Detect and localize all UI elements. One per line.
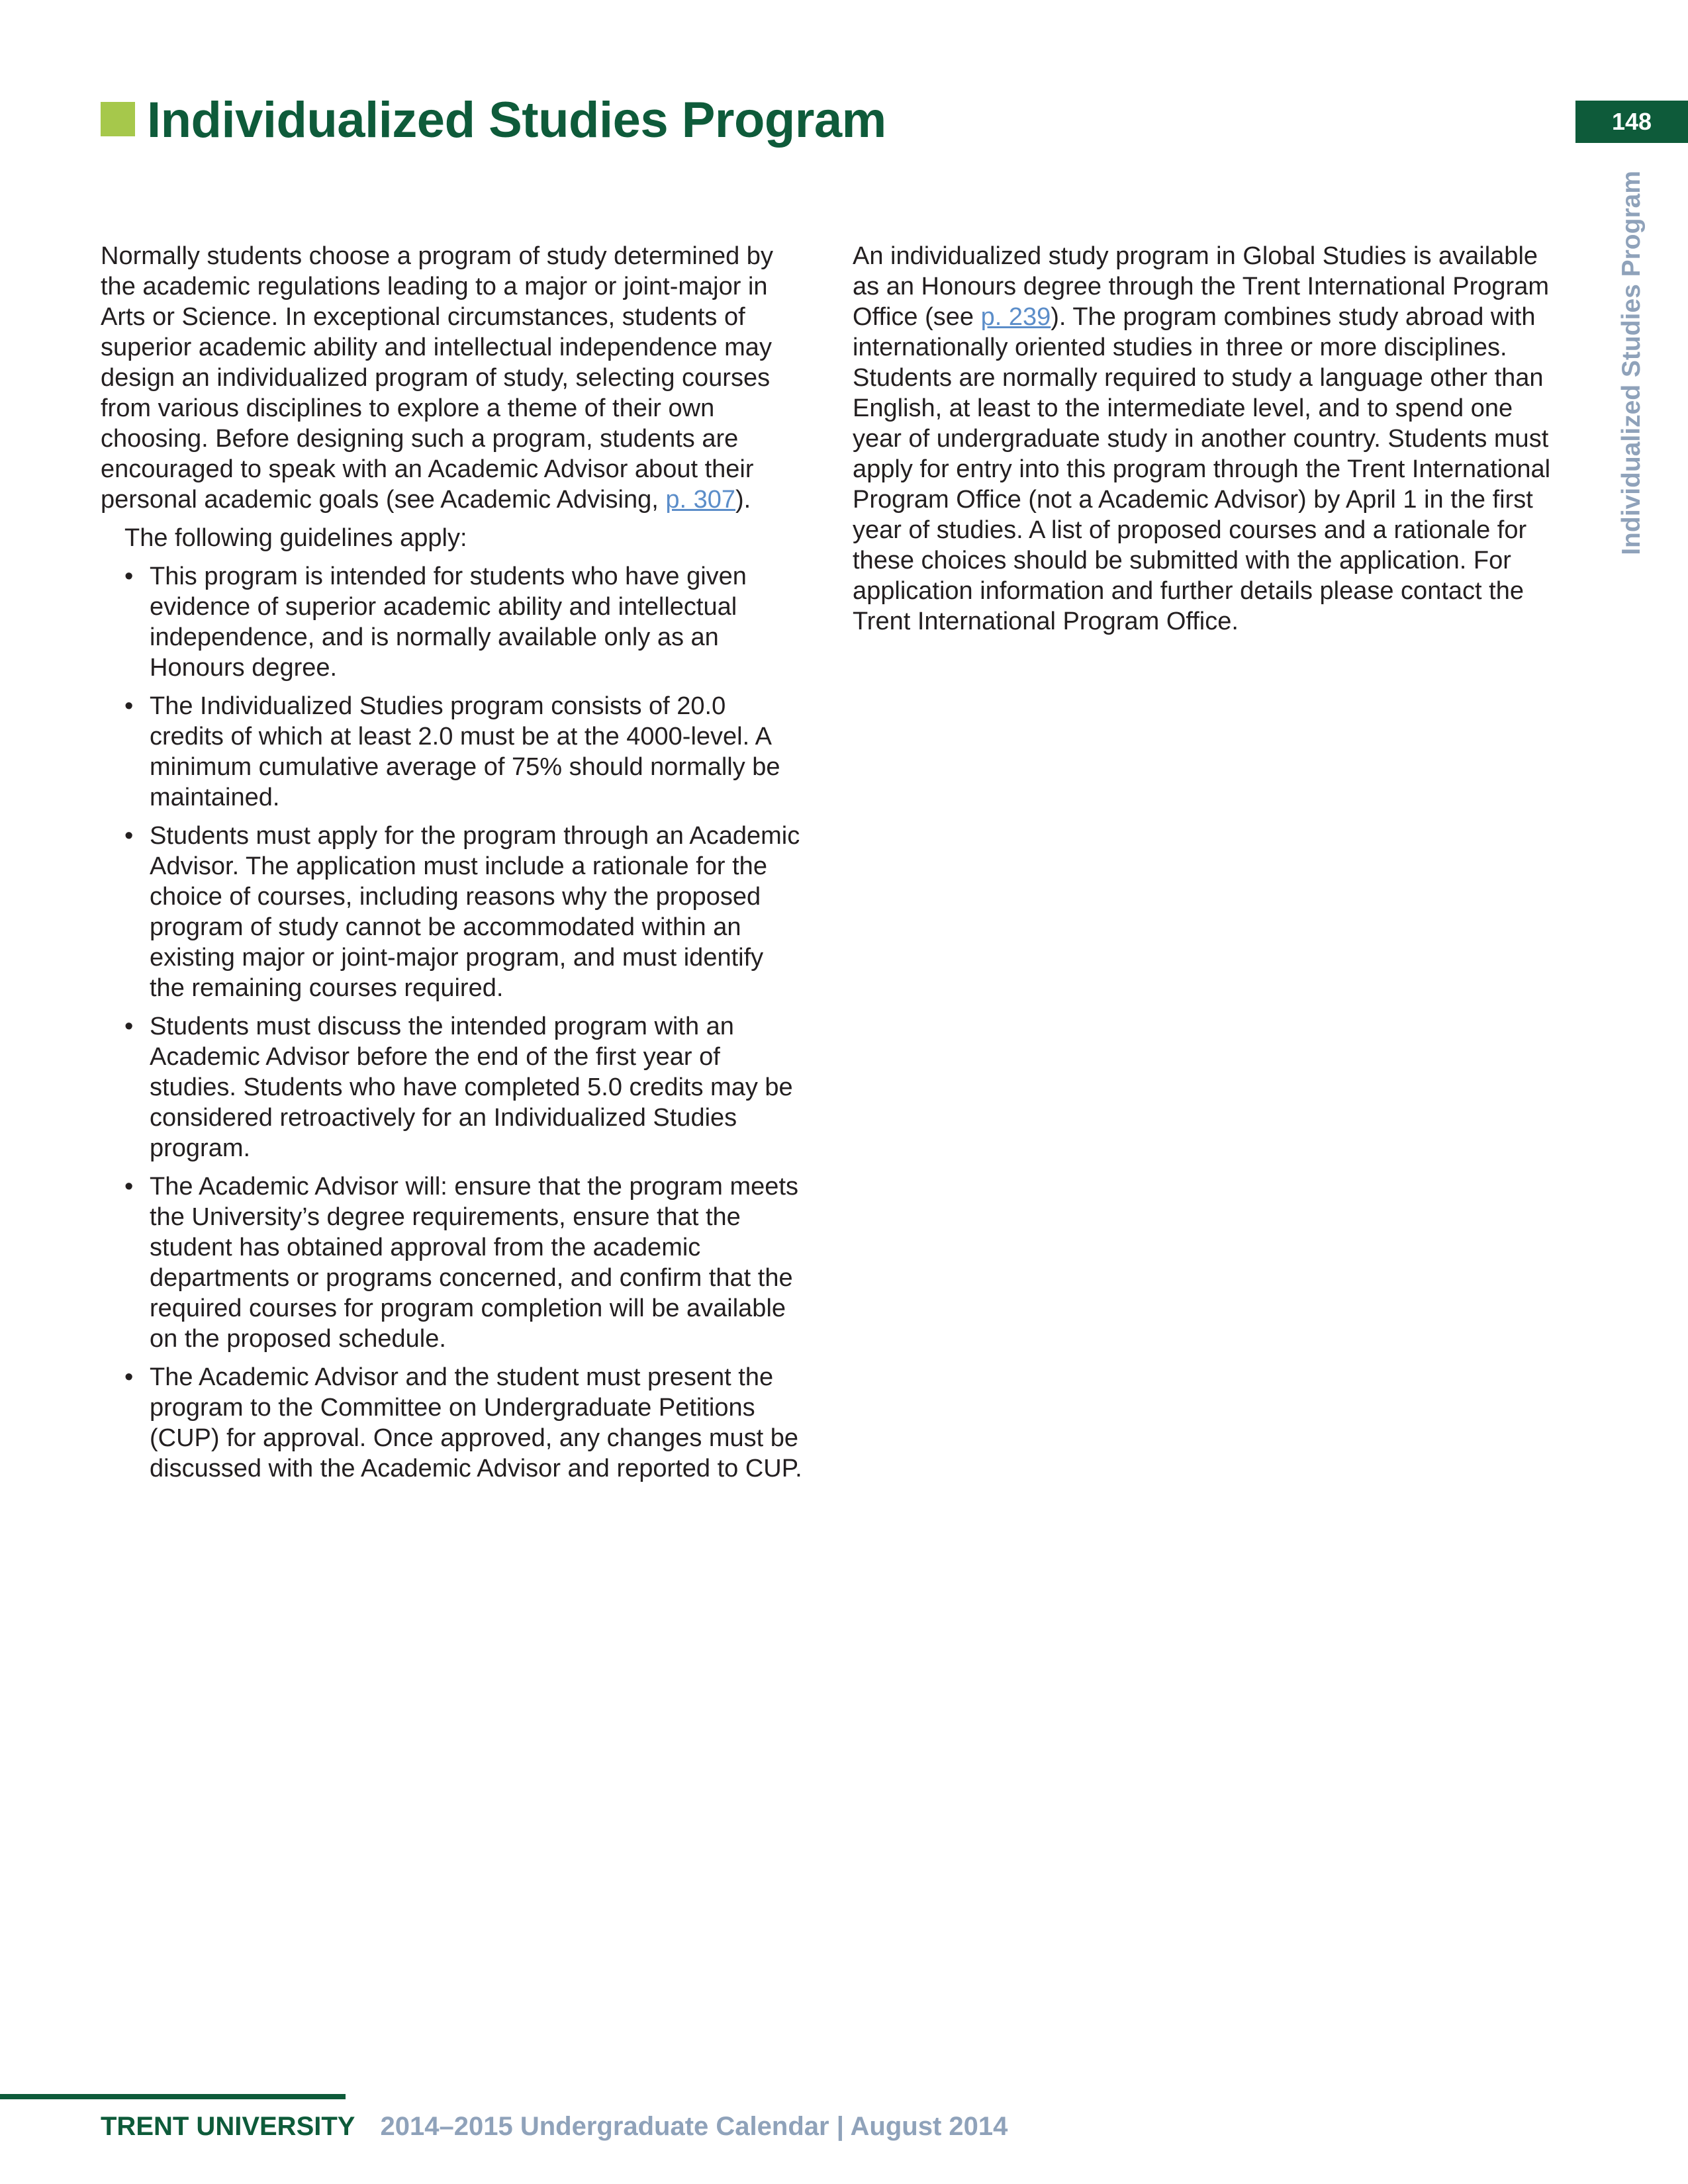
title-square-marker	[101, 102, 135, 136]
list-item	[101, 691, 802, 813]
list-item	[101, 1362, 802, 1484]
list-item-text: The Academic Advisor will: ensure that the program meets the University’s degree requirements, ensure that the student has obtained approval from the academic departments or programs concerned, and confirm that the required courses for program completion will be available on the proposed schedule.	[150, 1173, 799, 1353]
guidelines-list	[101, 561, 802, 1484]
bullet-marker: •	[124, 1013, 134, 1040]
list-item	[101, 1011, 802, 1163]
bullet-marker: •	[124, 1173, 134, 1201]
list-item-text: The Academic Advisor and the student must present the program to the Committee on Undergraduate Petitions (CUP) for approval. Once approved, any changes must be discussed with the Academic Advisor and reported to CUP.	[150, 1363, 802, 1482]
footer-calendar-title: 2014–2015 Undergraduate Calendar | August 2014	[380, 2112, 1008, 2141]
list-item	[101, 1171, 802, 1354]
side-section-label: Individualized Studies Program	[1617, 171, 1646, 555]
list-item	[101, 821, 802, 1003]
footer-rule	[0, 2094, 346, 2099]
bullet-marker: •	[124, 563, 134, 590]
list-item-text: The Individualized Studies program consists of 20.0 credits of which at least 2.0 must be at the 4000-level. A minimum cumulative average of 75% should normally be maintained.	[150, 692, 780, 811]
academic-advising-page-link[interactable]: p. 307	[665, 486, 736, 514]
footer-university-name: TRENT UNIVERSITY	[101, 2112, 355, 2141]
intro-text-end: ).	[735, 486, 751, 514]
right-column	[853, 241, 1568, 637]
trent-international-page-link[interactable]: p. 239	[980, 303, 1051, 331]
page-title: Individualized Studies Program	[147, 92, 886, 148]
list-item-text: Students must apply for the program through an Academic Advisor. The application must include a rationale for the choice of courses, including reasons why the proposed program of study cannot be accommodated within an existing major or joint-major program, and must identify the remaining courses required.	[150, 822, 800, 1002]
bullet-marker: •	[124, 692, 134, 720]
intro-text: Normally students choose a program of study determined by the academic regulations leading to a major or joint-major in Arts or Science. In exceptional circumstances, students of superior academic ability and intellectual independence may design an individualized program of study, selecting courses from various disciplines to explore a theme of their own choosing. Before designing such a program, students are encouraged to speak with an Academic Advisor about their personal academic goals (see Academic Advising,	[101, 242, 773, 514]
bullet-marker: •	[124, 1363, 134, 1391]
list-item-text: Students must discuss the intended program with an Academic Advisor before the end of the first year of studies. Students who have completed 5.0 credits may be considered retroactively for an Individualized Studies program.	[150, 1013, 793, 1162]
intro-paragraph	[101, 241, 802, 515]
left-column	[101, 241, 802, 1492]
page-number: 148	[1575, 101, 1688, 143]
global-studies-paragraph	[853, 241, 1568, 637]
list-item-text: This program is intended for students who have given evidence of superior academic ability and intellectual independence, and is normally available only as an Honours degree.	[150, 563, 747, 682]
bullet-marker: •	[124, 822, 134, 850]
global-studies-text: An individualized study program in Global Studies is available as an Honours degree through the Trent International Program Office (see	[853, 242, 1549, 331]
guidelines-intro: The following guidelines apply:	[124, 524, 467, 552]
global-studies-text-end: ). The program combines study abroad with internationally oriented studies in three or more disciplines. Students are normally required to study a language other than English, at least to the intermediate level, and to spend one year of undergraduate study in another country. Students must apply for entry into this program through the Trent International Program Office (not a Academic Advisor) by April 1 in the first year of studies. A list of proposed courses and a rationale for these choices should be submitted with the application. For application information and further details please contact the Trent International Program Office.	[853, 303, 1551, 635]
list-item	[101, 561, 802, 683]
footer	[101, 2110, 1008, 2143]
